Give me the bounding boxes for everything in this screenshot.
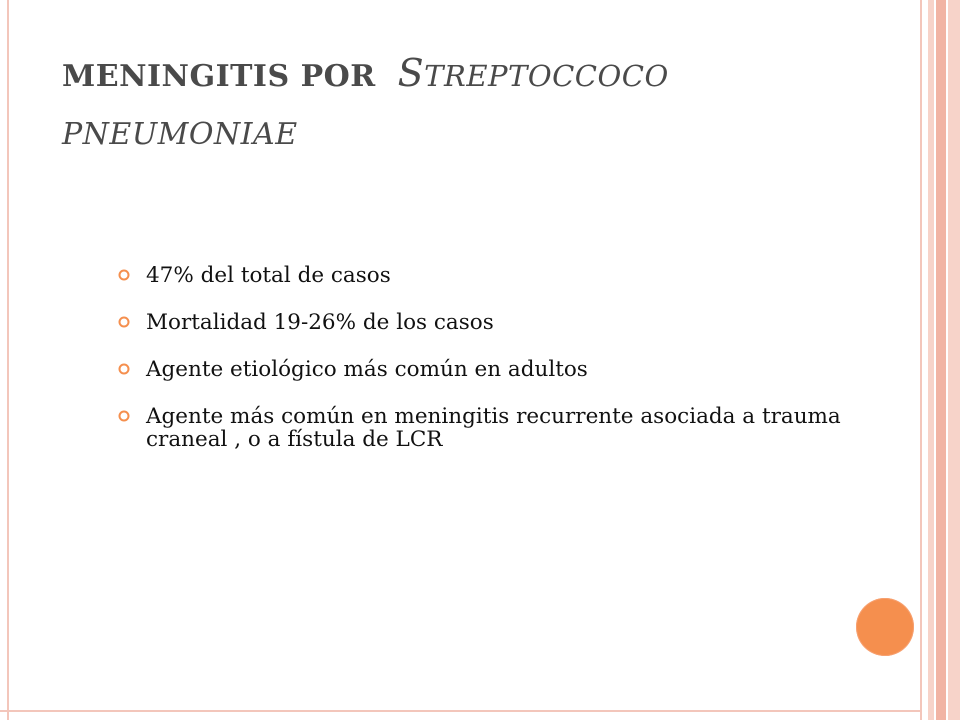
- list-item: [118, 311, 898, 334]
- hollow-circle-bullet-icon: [118, 410, 130, 422]
- bullet-list: [118, 264, 898, 475]
- title-italic-initial: S: [397, 51, 425, 95]
- hollow-circle-bullet-icon: [118, 269, 130, 281]
- list-item: [118, 358, 898, 381]
- bullet-text: Mortalidad 19-26% de los casos: [146, 310, 494, 335]
- hollow-circle-bullet-icon: [118, 316, 130, 328]
- list-item: [118, 405, 898, 451]
- side-stripe: [928, 0, 934, 720]
- title-line-2: PNEUMONIAE: [62, 117, 298, 152]
- side-stripe: [936, 0, 946, 720]
- list-item: [118, 264, 898, 287]
- bullet-text: Agente más común en meningitis recurrente asociada a trauma craneal , o a fístula de LCR: [146, 404, 841, 452]
- orange-circle-icon: [856, 598, 914, 656]
- title-italic-text: TREPTOCCOCO: [424, 59, 669, 93]
- slide-title: [62, 44, 892, 164]
- bullet-text: 47% del total de casos: [146, 263, 391, 288]
- hollow-circle-bullet-icon: [118, 363, 130, 375]
- frame-bottom-line: [0, 710, 922, 712]
- bullet-text: Agente etiológico más común en adultos: [146, 357, 588, 382]
- title-text: MENINGITIS POR: [62, 59, 376, 94]
- side-stripe: [948, 0, 960, 720]
- frame-right-line: [920, 0, 922, 720]
- frame-left-line: [7, 0, 9, 720]
